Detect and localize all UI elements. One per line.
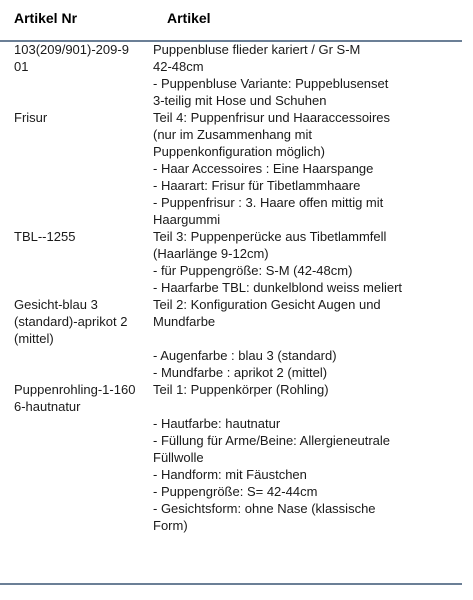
article-no-line: Puppenrohling-1-160 — [14, 382, 136, 397]
description-line: Haargummi — [153, 212, 221, 227]
description-line: - Puppengröße: S= 42-44cm — [153, 484, 318, 499]
table-header — [0, 0, 462, 42]
description-line: - für Puppengröße: S-M (42-48cm) — [153, 263, 353, 278]
article-no-cell — [0, 296, 153, 381]
table-row — [0, 109, 462, 228]
description-line: - Puppenfrisur : 3. Haare offen mittig mit — [153, 195, 384, 210]
article-no-line: Frisur — [14, 110, 48, 125]
description-line: - Hautfarbe: hautnatur — [153, 416, 281, 431]
article-no-line: Gesicht-blau 3 — [14, 297, 98, 312]
description-line — [153, 330, 458, 347]
table-body — [0, 41, 462, 534]
description-line: Puppenbluse flieder kariert / Gr S-M — [153, 42, 361, 57]
description-line: - Handform: mit Fäustchen — [153, 467, 307, 482]
table-row — [0, 381, 462, 534]
article-description-cell — [153, 381, 462, 534]
header-article-no: Artikel Nr — [14, 10, 78, 26]
article-description-cell — [153, 41, 462, 109]
description-line: Mundfarbe — [153, 314, 216, 329]
description-line: - Mundfarbe : aprikot 2 (mittel) — [153, 365, 328, 380]
description-line: - Füllung für Arme/Beine: Allergieneutrale — [153, 433, 391, 448]
description-line: 3-teilig mit Hose und Schuhen — [153, 93, 327, 108]
description-line — [153, 398, 458, 415]
article-no-cell — [0, 381, 153, 534]
table-row — [0, 41, 462, 109]
description-line: Teil 2: Konfiguration Gesicht Augen und — [153, 297, 381, 312]
article-no-cell — [0, 41, 153, 109]
article-no-line: 103(209/901)-209-9 — [14, 42, 129, 57]
article-no-line: (mittel) — [14, 331, 54, 346]
description-line: - Gesichtsform: ohne Nase (klassische — [153, 501, 376, 516]
description-line: - Haar Accessoires : Eine Haarspange — [153, 161, 374, 176]
description-line: - Puppenbluse Variante: Puppeblusenset — [153, 76, 389, 91]
description-line: Teil 3: Puppenperücke aus Tibetlammfell — [153, 229, 387, 244]
article-no-cell — [0, 109, 153, 228]
article-no-cell — [0, 228, 153, 296]
description-line: (nur im Zusammenhang mit — [153, 127, 312, 142]
article-description-cell — [153, 109, 462, 228]
table-bottom-rule — [0, 583, 462, 585]
description-line: - Haarart: Frisur für Tibetlammhaare — [153, 178, 361, 193]
description-line: Füllwolle — [153, 450, 204, 465]
description-line: 42-48cm — [153, 59, 204, 74]
article-no-line: 6-hautnatur — [14, 399, 81, 414]
article-no-line: 01 — [14, 59, 29, 74]
description-line: - Augenfarbe : blau 3 (standard) — [153, 348, 337, 363]
description-line: Puppenkonfiguration möglich) — [153, 144, 325, 159]
table-row — [0, 228, 462, 296]
article-no-line: (standard)-aprikot 2 — [14, 314, 128, 329]
description-line: Teil 4: Puppenfrisur und Haaraccessoires — [153, 110, 391, 125]
article-no-line: TBL--1255 — [14, 229, 76, 244]
description-line: Teil 1: Puppenkörper (Rohling) — [153, 382, 329, 397]
article-description-cell — [153, 228, 462, 296]
article-description-cell — [153, 296, 462, 381]
table-row — [0, 296, 462, 381]
description-line: Form) — [153, 518, 188, 533]
header-article: Artikel — [167, 10, 211, 26]
description-line: - Haarfarbe TBL: dunkelblond weiss meliert — [153, 280, 403, 295]
description-line: (Haarlänge 9-12cm) — [153, 246, 269, 261]
